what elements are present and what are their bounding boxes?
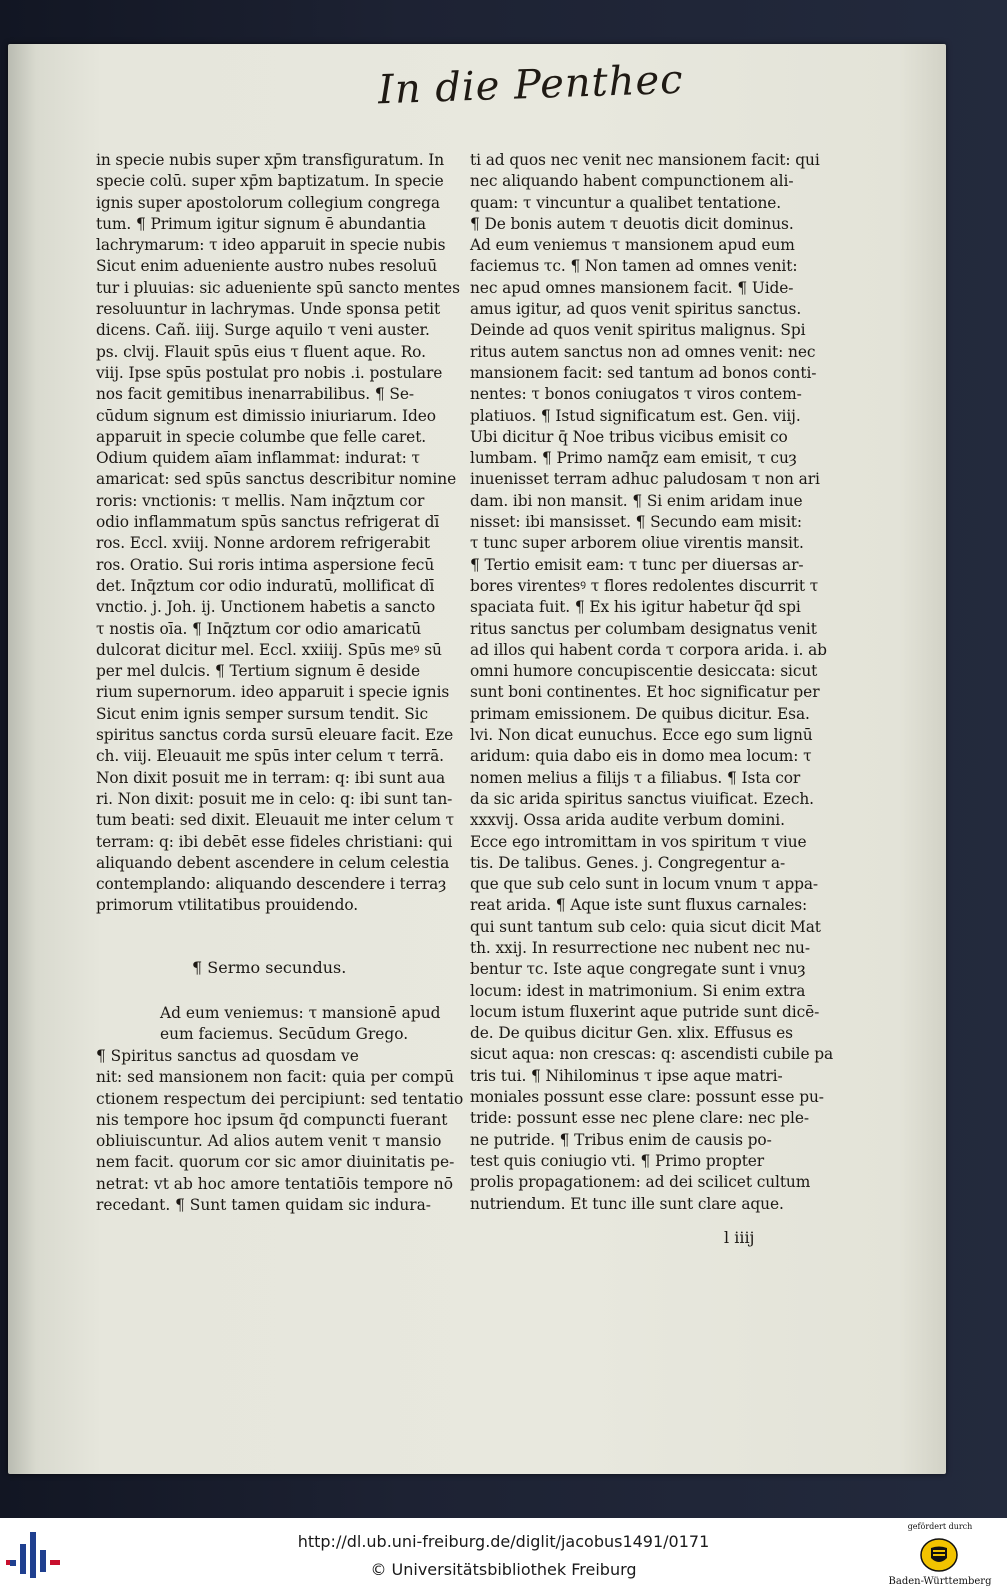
text-line: nutriendum. Et tunc ille sunt clare aque. — [470, 1194, 784, 1213]
text-line: nem facit. quorum cor sic amor diuinitatis pe- — [96, 1153, 455, 1172]
sermon-heading: ¶ Sermo secundus. — [192, 958, 347, 977]
text-line: terram: q: ibi debēt esse fideles christiani: qui — [96, 832, 453, 851]
text-line: qui sunt tantum sub celo: quia sicut dicit Mat — [470, 917, 821, 936]
text-line: netrat: vt ab hoc amore tentatiōis tempore nō — [96, 1174, 453, 1193]
text-line: aliquando debent ascendere in celum celestia — [96, 853, 450, 872]
text-line: platiuos. ¶ Istud significatum est. Gen. viij. — [470, 406, 801, 425]
text-line: quam: τ vincuntur a qualibet tentatione. — [470, 193, 782, 212]
text-line: inuenisset terram adhuc paludosam τ non ari — [470, 470, 820, 489]
text-line: τ tunc super arborem oliue virentis mansit. — [470, 534, 804, 553]
text-line: dicens. Cañ. iiij. Surge aquilo τ veni auster. — [96, 321, 430, 340]
text-line: test quis coniugio vti. ¶ Primo propter — [470, 1151, 765, 1170]
text-line: ros. Eccl. xviij. Nonne ardorem refrigerabit — [96, 534, 430, 553]
text-line: de. De quibus dicitur Gen. xlix. Effusus es — [470, 1024, 793, 1043]
text-line: ch. viij. Eleuauit me spūs inter celum τ terrā. — [96, 747, 444, 766]
text-line: ad illos qui habent corda τ corpora arida. i. ab — [470, 640, 827, 659]
text-line: lumbam. ¶ Primo namq̄z eam emisit, τ cuȝ — [470, 449, 797, 468]
text-line: primam emissionem. De quibus dicitur. Esa. — [470, 704, 810, 723]
text-line: bentur τc. Iste aque congregate sunt i vnuȝ — [470, 960, 806, 979]
text-line: nec apud omnes mansionem facit. ¶ Uide- — [470, 278, 794, 297]
text-line: lvi. Non dicat eunuchus. Ecce ego sum lignū — [470, 726, 813, 745]
text-line: Deinde ad quos venit spiritus malignus. Spi — [470, 321, 806, 340]
folio-number: l iiij — [724, 1228, 755, 1247]
sermon-body — [96, 1046, 463, 1216]
text-line: ¶ De bonis autem τ deuotis dicit dominus. — [470, 214, 794, 233]
text-line: obliuiscuntur. Ad alios autem venit τ mansio — [96, 1132, 442, 1151]
text-line: locum: idest in matrimonium. Si enim extra — [470, 981, 806, 1000]
text-line: τ nostis oīa. ¶ Inq̄ztum cor odio amaricatū — [96, 619, 422, 638]
text-line: rium supernorum. ideo apparuit i specie ignis — [96, 683, 450, 702]
text-line: que que sub celo sunt in locum vnum τ appa- — [470, 875, 818, 894]
text-line: spiritus sanctus corda sursū eleuare facit. Eze — [96, 726, 454, 745]
text-line: locum istum fluxerint aque putride sunt dicē- — [470, 1002, 820, 1021]
text-line: cūdum signum est dimissio iniuriarum. Ideo — [96, 406, 436, 425]
text-line: mansionem facit: sed tantum ad bonos conti- — [470, 363, 817, 382]
text-line: th. xxij. In resurrectione nec nubent nec nu- — [470, 938, 810, 957]
text-line: ctionem respectum dei percipiunt: sed tentatio — [96, 1089, 464, 1108]
text-line: tum. ¶ Primum igitur signum ē abundantia — [96, 214, 426, 233]
text-line: contemplando: aliquando descendere i terraȝ — [96, 875, 447, 894]
text-line: resoluuntur in lachrymas. Unde sponsa petit — [96, 300, 441, 319]
text-line: ignis super apostolorum collegium congrega — [96, 193, 440, 212]
text-line: in specie nubis super xp̄m transfiguratum. In — [96, 151, 445, 169]
state-coat-of-arms-icon — [920, 1536, 958, 1574]
text-line: dam. ibi non mansit. ¶ Si enim aridam inue — [470, 491, 803, 510]
text-line: ros. Oratio. Sui roris intima aspersione fecū — [96, 555, 435, 574]
sponsor-block — [876, 1522, 1004, 1588]
text-line: tis. De talibus. Genes. j. Congregentur a- — [470, 853, 786, 872]
text-line: nec aliquando habent compunctionem ali- — [470, 172, 794, 191]
text-line: ritus autem sanctus non ad omnes venit: nec — [470, 342, 816, 361]
text-line: nomen melius a filijs τ a filiabus. ¶ Ista cor — [470, 768, 801, 787]
text-line: eum faciemus. Secūdum Grego. — [160, 1025, 409, 1044]
text-line: Odium quidem aīam inflammat: indurat: τ — [96, 449, 420, 468]
text-line: primorum vtilitatibus prouidendo. — [96, 896, 359, 915]
text-line: faciemus τc. ¶ Non tamen ad omnes venit: — [470, 257, 798, 276]
right-text-column — [470, 150, 834, 1215]
text-line: ps. clvij. Flauit spūs eius τ fluent aque. Ro. — [96, 342, 426, 361]
text-line: ri. Non dixit: posuit me in celo: q: ibi sunt tan- — [96, 789, 453, 808]
sermon-intro — [160, 1003, 440, 1046]
text-line: recedant. ¶ Sunt tamen quidam sic indura- — [96, 1196, 431, 1215]
text-line: moniales possunt esse clare: possunt esse pu- — [470, 1088, 824, 1107]
text-line: dulcorat dicitur mel. Eccl. xxiiij. Spūs meꝰ sū — [96, 640, 442, 659]
text-line: tride: possunt esse nec plene clare: nec ple- — [470, 1109, 809, 1128]
text-line: ¶ Tertio emisit eam: τ tunc per diuersas ar- — [470, 555, 804, 574]
text-line: ritus sanctus per columbam designatus venit — [470, 619, 817, 638]
text-line: tum beati: sed dixit. Eleuauit me inter celum τ — [96, 811, 455, 830]
text-line: Ecce ego intromittam in vos spiritum τ viue — [470, 832, 807, 851]
document-url-link[interactable]: http://dl.ub.uni-freiburg.de/diglit/jacobus1491/0171 — [297, 1532, 710, 1551]
copyright-notice: © Universitätsbibliothek Freiburg — [370, 1560, 637, 1579]
text-line: spaciata fuit. ¶ Ex his igitur habetur q̄d spi — [470, 598, 801, 617]
text-line: odio inflammatum spūs sanctus refrigerat dī — [96, 513, 440, 532]
text-line: sunt boni continentes. Et hoc significatur per — [470, 683, 820, 702]
text-line: ¶ Spiritus sanctus ad quosdam ve — [96, 1047, 359, 1065]
text-line: nis tempore hoc ipsum q̄d compuncti fuerant — [96, 1110, 448, 1129]
viewer-footer — [0, 1518, 1007, 1591]
text-line: roris: vnctionis: τ mellis. Nam inq̄ztum cor — [96, 491, 425, 510]
text-line: amaricat: sed spūs sanctus describitur nomine — [96, 470, 457, 489]
text-line: prolis propagationem: ad dei scilicet cultum — [470, 1173, 811, 1192]
text-line: omni humore concupiscentie desiccata: sicut — [470, 662, 818, 681]
sponsor-label: gefördert durch — [907, 1522, 973, 1531]
text-line: Non dixit posuit me in terram: q: ibi sunt aua — [96, 768, 446, 787]
text-line: bores virentesꝰ τ flores redolentes discurrit τ — [470, 576, 819, 595]
text-line: specie colū. super xp̄m baptizatum. In specie — [96, 172, 444, 191]
text-line: amus igitur, ad quos venit spiritus sanctus. — [470, 300, 802, 319]
text-line: aridum: quia dabo eis in domo mea locum: τ — [470, 747, 812, 766]
text-line: nentes: τ bonos coniugatos τ viros contem- — [470, 385, 802, 404]
text-line: tris tui. ¶ Nihilominus τ ipse aque matri- — [470, 1066, 783, 1085]
text-line: det. Inq̄ztum cor odio induratū, mollificat dī — [96, 576, 435, 595]
text-line: Ad eum veniemus τ mansionem apud eum — [470, 236, 795, 255]
text-line: reat arida. ¶ Aque iste sunt fluxus carnales: — [470, 896, 808, 915]
text-line: tur i pluuias: sic adueniente spū sancto mentes — [96, 278, 460, 297]
text-line: ne putride. ¶ Tribus enim de causis po- — [470, 1130, 772, 1149]
text-line: Sicut enim adueniente austro nubes resoluū — [96, 257, 438, 276]
text-line: nit: sed mansionem non facit: quia per compū — [96, 1068, 454, 1087]
text-line: nisset: ibi mansisset. ¶ Secundo eam misit: — [470, 513, 802, 532]
text-line: ti ad quos nec venit nec mansionem facit: qui — [470, 151, 820, 169]
text-line: xxxvij. Ossa arida audite verbum domini. — [470, 811, 785, 830]
text-line: Ad eum veniemus: τ mansionē apud — [160, 1004, 441, 1022]
text-line: lachrymarum: τ ideo apparuit in specie nubis — [96, 236, 446, 255]
left-text-column — [96, 150, 460, 917]
text-line: sicut aqua: non crescas: q: ascendisti cubile pa — [470, 1045, 834, 1064]
text-line: per mel dulcis. ¶ Tertium signum ē deside — [96, 662, 420, 681]
text-line: apparuit in specie columbe que felle caret. — [96, 427, 427, 446]
handwritten-note: In die Penthec — [377, 56, 685, 114]
text-line: Sicut enim ignis semper sursum tendit. Sic — [96, 704, 429, 723]
text-line: viij. Ipse spūs postulat pro nobis .i. postulare — [96, 363, 443, 382]
text-line: nos facit gemitibus inenarrabilibus. ¶ Se- — [96, 385, 414, 404]
text-line: Ubi dicitur q̄ Noe tribus vicibus emisit co — [470, 427, 788, 446]
text-line: vnctio. j. Joh. ij. Unctionem habetis a sancto — [96, 598, 436, 617]
text-line: da sic arida spiritus sanctus viuificat. Ezech. — [470, 789, 814, 808]
sponsor-name: Baden-Württemberg — [888, 1576, 992, 1587]
